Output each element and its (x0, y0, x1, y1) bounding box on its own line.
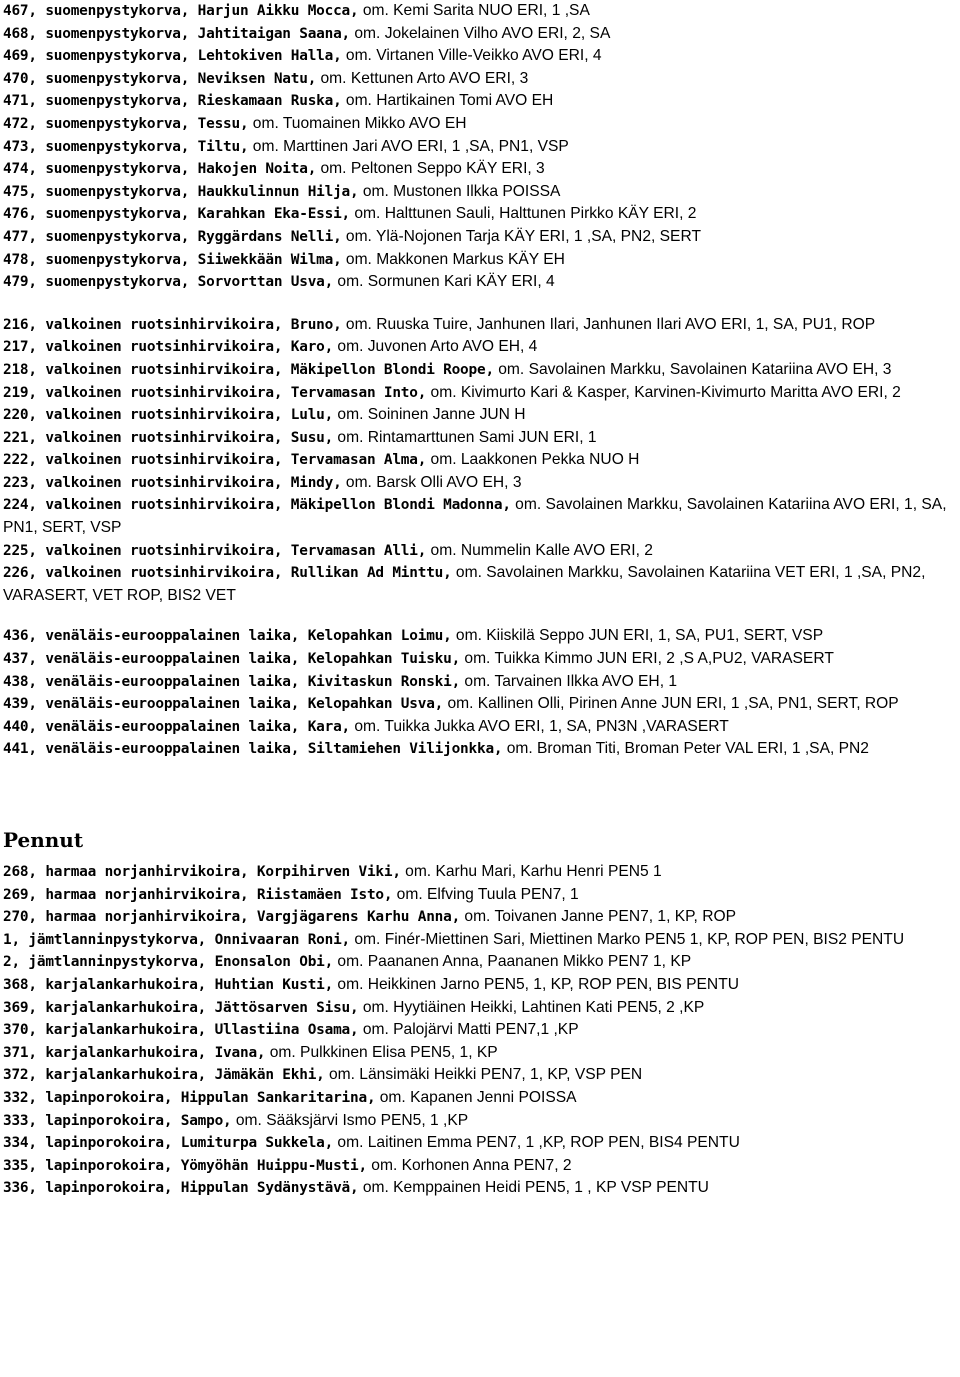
entry-dog: 217, valkoinen ruotsinhirvikoira, Karo, (3, 339, 334, 356)
entry-line (3, 738, 958, 761)
entry-dog: 226, valkoinen ruotsinhirvikoira, Rullikan Ad Minttu, (3, 565, 452, 582)
entry-dog: 334, lapinporokoira, Lumiturpa Sukkela, (3, 1135, 334, 1152)
entry-line (3, 0, 958, 23)
entry-line (3, 359, 958, 382)
entry-owner-result: om. Nummelin Kalle AVO ERI, 2 (426, 541, 653, 559)
entry-owner-result: om. Länsimäki Heikki PEN7, 1, KP, VSP PEN (324, 1066, 643, 1084)
entry-owner-result: om. Laitinen Emma PEN7, 1 ,KP, ROP PEN, BIS4 PENTU (333, 1134, 740, 1152)
entry-owner-result: om. Hartikainen Tomi AVO EH (341, 92, 554, 110)
entry-owner-result: om. Marttinen Jari AVO ERI, 1 ,SA, PN1, VSP (248, 137, 569, 155)
entry-dog: 437, venäläis-eurooppalainen laika, Kelopahkan Tuisku, (3, 651, 461, 668)
entry-owner-result: om. Tuikka Kimmo JUN ERI, 2 ,S A,PU2, VARASERT (460, 650, 834, 668)
entry-group-valkoinen-ruotsinhirvikoira (3, 314, 958, 608)
entry-owner-result: om. Savolainen Markku, Savolainen Katariina AVO ERI, 1, SA, PN1, SERT, VSP (3, 496, 947, 537)
entry-dog: 220, valkoinen ruotsinhirvikoira, Lulu, (3, 407, 334, 424)
document-page (3, 0, 958, 1200)
entry-owner-result: om. Tuomainen Mikko AVO EH (248, 114, 467, 132)
section-title-pennut: Pennut (3, 828, 84, 852)
entry-line (3, 23, 958, 46)
entry-owner-result: om. Rintamarttunen Sami JUN ERI, 1 (333, 428, 597, 446)
entry-dog: 476, suomenpystykorva, Karahkan Eka-Essi, (3, 206, 351, 223)
entry-dog: 224, valkoinen ruotsinhirvikoira, Mäkipellon Blondi Madonna, (3, 497, 511, 514)
entry-line (3, 226, 958, 249)
entry-dog: 368, karjalankarhukoira, Huhtian Kusti, (3, 976, 334, 993)
spacer (3, 294, 958, 314)
entry-dog: 474, suomenpystykorva, Hakojen Noita, (3, 161, 317, 178)
entry-owner-result: om. Makkonen Markus KÄY EH (341, 250, 565, 268)
entry-line (3, 884, 958, 907)
entry-dog: 333, lapinporokoira, Sampo, (3, 1112, 232, 1129)
entry-owner-result: om. Elfving Tuula PEN7, 1 (392, 885, 579, 903)
entry-line (3, 472, 958, 495)
entry-dog: 441, venäläis-eurooppalainen laika, Siltamiehen Vilijonkka, (3, 741, 503, 758)
entry-line (3, 693, 958, 716)
entry-line (3, 314, 958, 337)
entry-line (3, 68, 958, 91)
entry-dog: 1, jämtlanninpystykorva, Onnivaaran Roni, (3, 931, 351, 948)
entry-line (3, 974, 958, 997)
entry-dog: 370, karjalankarhukoira, Ullastiina Osama, (3, 1022, 359, 1039)
entry-owner-result: om. Ruuska Tuire, Janhunen Ilari, Janhunen Ilari AVO ERI, 1, SA, PU1, ROP (341, 315, 876, 333)
entry-dog: 219, valkoinen ruotsinhirvikoira, Tervamasan Into, (3, 384, 427, 401)
entry-owner-result: om. Jokelainen Vilho AVO ERI, 2, SA (350, 24, 611, 42)
entry-dog: 468, suomenpystykorva, Jahtitaigan Saana, (3, 25, 351, 42)
entry-line (3, 427, 958, 450)
entry-line (3, 929, 958, 952)
entry-line (3, 449, 958, 472)
entry-dog: 270, harmaa norjanhirvikoira, Vargjägarens Karhu Anna, (3, 909, 461, 926)
entry-dog: 2, jämtlanninpystykorva, Enonsalon Obi, (3, 954, 334, 971)
entry-dog: 332, lapinporokoira, Hippulan Sankaritarina, (3, 1089, 376, 1106)
entry-owner-result: om. Kapanen Jenni POISSA (375, 1088, 577, 1106)
entry-dog: 223, valkoinen ruotsinhirvikoira, Mindy, (3, 474, 342, 491)
entry-group-pennut (3, 861, 958, 1200)
entry-dog: 436, venäläis-eurooppalainen laika, Kelopahkan Loimu, (3, 628, 452, 645)
entry-dog: 216, valkoinen ruotsinhirvikoira, Bruno, (3, 316, 342, 333)
entry-owner-result: om. Kiiskilä Seppo JUN ERI, 1, SA, PU1, SERT, VSP (451, 627, 824, 645)
entry-dog: 372, karjalankarhukoira, Jämäkän Ekhi, (3, 1067, 325, 1084)
entry-line (3, 494, 958, 539)
entry-line (3, 158, 958, 181)
entry-owner-result: om. Palojärvi Matti PEN7,1 ,KP (358, 1021, 579, 1039)
entry-line (3, 90, 958, 113)
entry-owner-result: om. Pulkkinen Elisa PEN5, 1, KP (265, 1043, 498, 1061)
spacer (3, 761, 958, 827)
entry-owner-result: om. Toivanen Janne PEN7, 1, KP, ROP (460, 908, 736, 926)
entry-dog: 477, suomenpystykorva, Ryggärdans Nelli, (3, 228, 342, 245)
entry-line (3, 1087, 958, 1110)
entry-line (3, 1019, 958, 1042)
entry-owner-result: om. Soininen Janne JUN H (333, 406, 526, 424)
entry-line (3, 404, 958, 427)
entry-owner-result: om. Sääksjärvi Ismo PEN5, 1 ,KP (231, 1111, 469, 1129)
entry-line (3, 540, 958, 563)
entry-line (3, 203, 958, 226)
entry-line (3, 562, 958, 607)
entry-dog: 440, venäläis-eurooppalainen laika, Kara, (3, 718, 351, 735)
entry-dog: 269, harmaa norjanhirvikoira, Riistamäen Isto, (3, 886, 393, 903)
entry-dog: 218, valkoinen ruotsinhirvikoira, Mäkipellon Blondi Roope, (3, 361, 494, 378)
entry-owner-result: om. Savolainen Markku, Savolainen Katariina AVO EH, 3 (493, 360, 892, 378)
entry-owner-result: om. Sormunen Kari KÄY ERI, 4 (333, 273, 555, 291)
entry-group-suomenpystykorva (3, 0, 958, 294)
entry-owner-result: om. Heikkinen Jarno PEN5, 1, KP, ROP PEN, BIS PENTU (333, 975, 739, 993)
entry-owner-result: om. Korhonen Anna PEN7, 2 (366, 1156, 572, 1174)
entry-dog: 221, valkoinen ruotsinhirvikoira, Susu, (3, 429, 334, 446)
entry-owner-result: om. Laakkonen Pekka NUO H (426, 451, 640, 469)
entry-owner-result: om. Karhu Mari, Karhu Henri PEN5 1 (400, 863, 662, 880)
entry-owner-result: om. Hyytiäinen Heikki, Lahtinen Kati PEN5, 2 ,KP (358, 998, 705, 1016)
entry-line (3, 906, 958, 929)
spacer (3, 607, 958, 625)
entry-owner-result: om. Tarvainen Ilkka AVO EH, 1 (460, 672, 678, 690)
entry-line (3, 951, 958, 974)
entry-dog: 472, suomenpystykorva, Tessu, (3, 115, 249, 132)
entry-line (3, 1177, 958, 1200)
entry-owner-result: om. Barsk Olli AVO EH, 3 (341, 473, 522, 491)
entry-line (3, 1064, 958, 1087)
entry-owner-result: om. Paananen Anna, Paananen Mikko PEN7 1, KP (333, 953, 692, 971)
entry-owner-result: om. Halttunen Sauli, Halttunen Pirkko KÄY ERI, 2 (350, 205, 697, 223)
entry-line (3, 45, 958, 68)
entry-owner-result: om. Kemi Sarita NUO ERI, 1 ,SA (358, 2, 590, 19)
entry-line (3, 716, 958, 739)
entry-dog: 369, karjalankarhukoira, Jättösarven Sisu, (3, 999, 359, 1016)
entry-dog: 371, karjalankarhukoira, Ivana, (3, 1044, 266, 1061)
entry-owner-result: om. Broman Titi, Broman Peter VAL ERI, 1 ,SA, PN2 (502, 740, 869, 758)
entry-dog: 268, harmaa norjanhirvikoira, Korpihirven Viki, (3, 864, 401, 880)
entry-owner-result: om. Kallinen Olli, Pirinen Anne JUN ERI, 1 ,SA, PN1, SERT, ROP (443, 695, 899, 713)
entry-dog: 478, suomenpystykorva, Siiwekkään Wilma, (3, 251, 342, 268)
entry-owner-result: om. Ylä-Nojonen Tarja KÄY ERI, 1 ,SA, PN2, SERT (341, 227, 701, 245)
entry-line (3, 671, 958, 694)
entry-dog: 471, suomenpystykorva, Rieskamaan Ruska, (3, 93, 342, 110)
entry-line (3, 136, 958, 159)
entry-group-venalais-eurooppalainen-laika (3, 625, 958, 761)
entry-owner-result: om. Savolainen Markku, Savolainen Katariina VET ERI, 1 ,SA, PN2, VARASERT, VET ROP, BIS2 VET (3, 564, 926, 604)
entry-owner-result: om. Mustonen Ilkka POISSA (358, 182, 561, 200)
entry-dog: 225, valkoinen ruotsinhirvikoira, Tervamasan Alli, (3, 542, 427, 559)
entry-owner-result: om. Tuikka Jukka AVO ERI, 1, SA, PN3N ,VARASERT (350, 717, 729, 735)
entry-owner-result: om. Kemppainen Heidi PEN5, 1 , KP VSP PENTU (358, 1179, 709, 1197)
entry-owner-result: om. Kettunen Arto AVO ERI, 3 (316, 69, 529, 87)
entry-dog: 473, suomenpystykorva, Tiltu, (3, 138, 249, 155)
entry-owner-result: om. Finér-Miettinen Sari, Miettinen Marko PEN5 1, KP, ROP PEN, BIS2 PENTU (350, 930, 905, 948)
entry-line (3, 997, 958, 1020)
entry-owner-result: om. Kivimurto Kari & Kasper, Karvinen-Kivimurto Maritta AVO ERI, 2 (426, 383, 901, 401)
entry-line (3, 113, 958, 136)
entry-line (3, 181, 958, 204)
entry-line (3, 625, 958, 648)
entry-dog: 470, suomenpystykorva, Neviksen Natu, (3, 70, 317, 87)
entry-dog: 222, valkoinen ruotsinhirvikoira, Tervamasan Alma, (3, 452, 427, 469)
entry-line (3, 249, 958, 272)
entry-dog: 475, suomenpystykorva, Haukkulinnun Hilja, (3, 183, 359, 200)
entry-line (3, 1042, 958, 1065)
entry-dog: 439, venäläis-eurooppalainen laika, Kelopahkan Usva, (3, 696, 444, 713)
entry-line (3, 861, 958, 884)
entry-line (3, 1155, 958, 1178)
entry-dog: 479, suomenpystykorva, Sorvorttan Usva, (3, 274, 334, 291)
entry-owner-result: om. Peltonen Seppo KÄY ERI, 3 (316, 160, 545, 178)
entry-line (3, 1132, 958, 1155)
entry-line (3, 648, 958, 671)
entry-owner-result: om. Virtanen Ville-Veikko AVO ERI, 4 (341, 47, 602, 65)
entry-dog: 469, suomenpystykorva, Lehtokiven Halla, (3, 48, 342, 65)
entry-line (3, 271, 958, 294)
entry-dog: 467, suomenpystykorva, Harjun Aikku Mocca, (3, 3, 359, 19)
entry-dog: 336, lapinporokoira, Hippulan Sydänystävä, (3, 1180, 359, 1197)
entry-line (3, 336, 958, 359)
entry-dog: 438, venäläis-eurooppalainen laika, Kivitaskun Ronski, (3, 673, 461, 690)
entry-dog: 335, lapinporokoira, Yömyöhän Huippu-Musti, (3, 1157, 367, 1174)
entry-owner-result: om. Juvonen Arto AVO EH, 4 (333, 338, 538, 356)
entry-line (3, 382, 958, 405)
entry-line (3, 1110, 958, 1133)
